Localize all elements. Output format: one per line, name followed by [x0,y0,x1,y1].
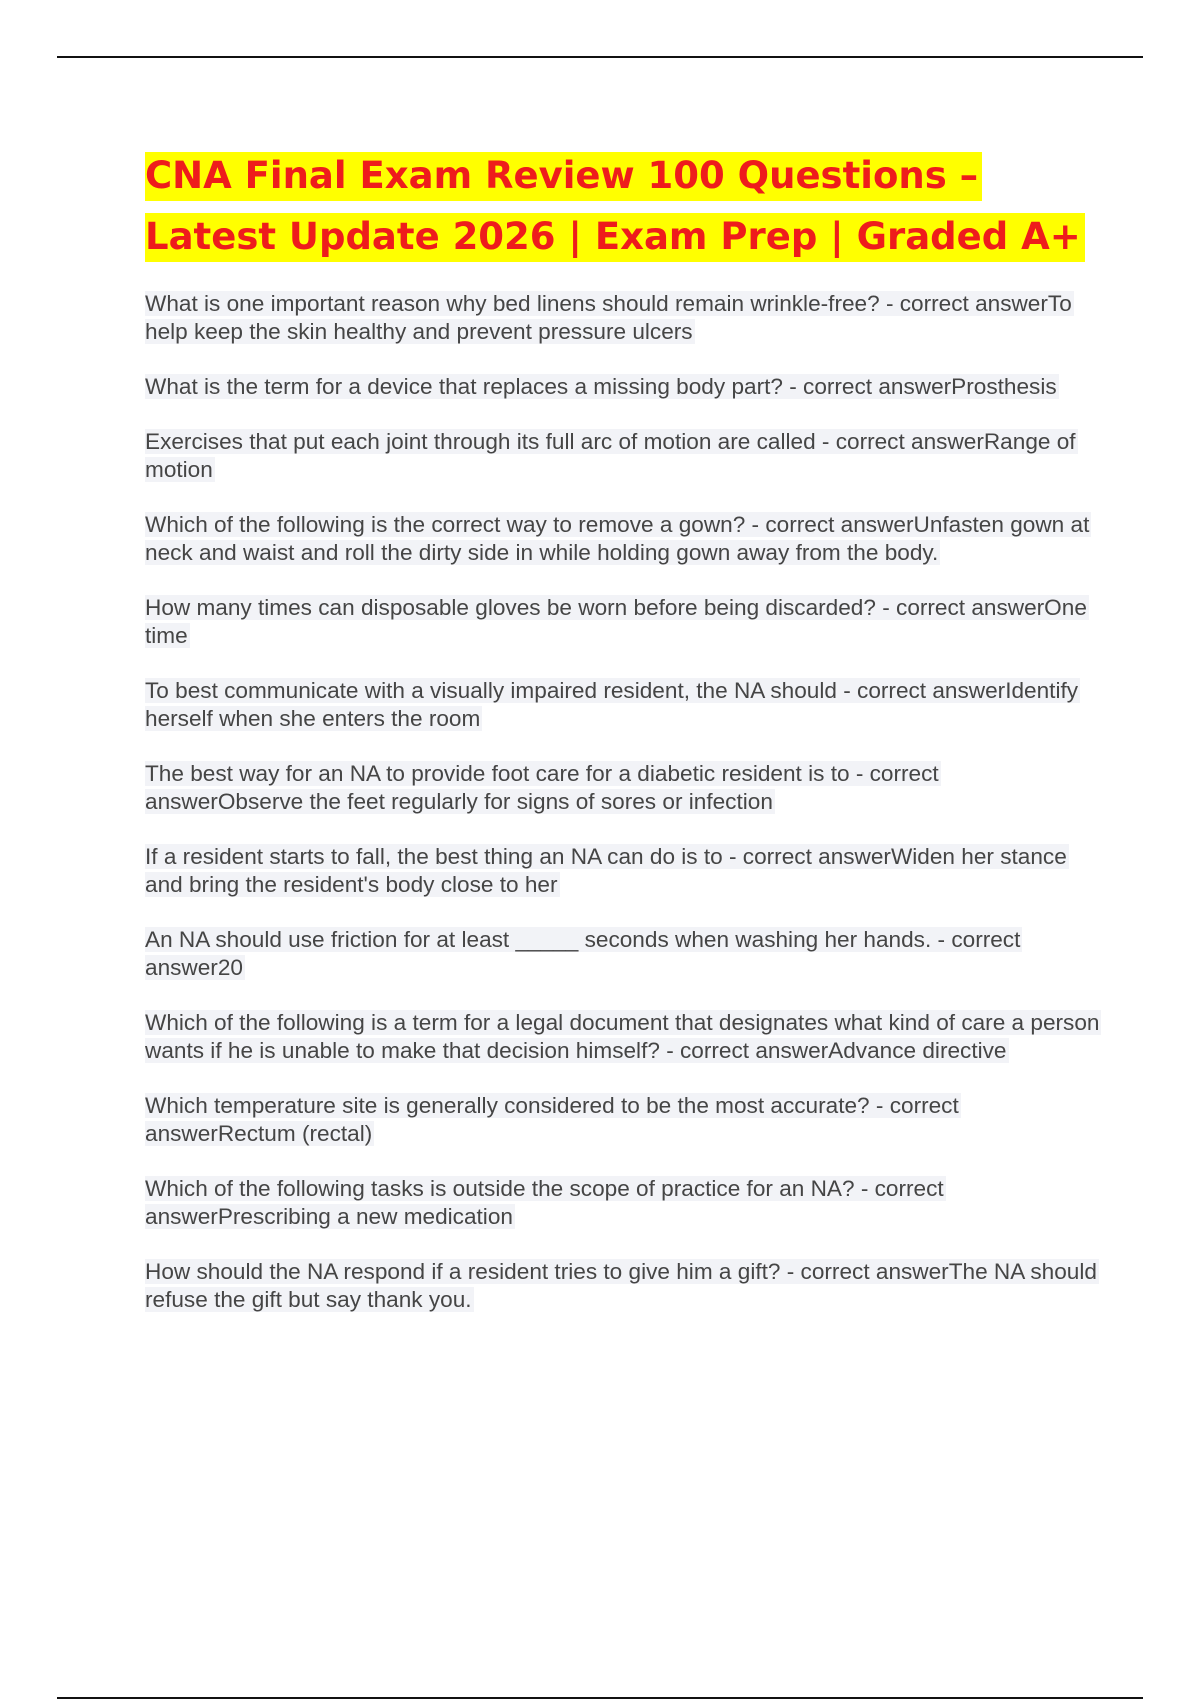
title-highlight: CNA Final Exam Review 100 Questions – Latest Update 2026 | Exam Prep | Graded A+ [145,152,1085,262]
qa-text: The best way for an NA to provide foot care for a diabetic resident is to - correct answerObserve the feet regularly for signs of sores or infection [145,761,939,814]
bottom-rule [57,1697,1143,1699]
qa-text: Which of the following is a term for a legal document that designates what kind of care a person wants if he is unable to make that decision himself? - correct answerAdvance directive [145,1010,1100,1063]
qa-text: How many times can disposable gloves be worn before being discarded? - correct answerOne time [145,595,1087,648]
qa-item [145,843,1100,899]
top-rule [57,56,1143,58]
qa-item [145,511,1100,567]
qa-item [145,1009,1100,1065]
qa-item [145,1092,1100,1148]
qa-item [145,677,1100,733]
qa-item [145,1175,1100,1231]
qa-text: How should the NA respond if a resident tries to give him a gift? - correct answerThe NA should refuse the gift but say thank you. [145,1259,1097,1312]
qa-text: Which temperature site is generally considered to be the most accurate? - correct answerRectum (rectal) [145,1093,959,1146]
qa-text: To best communicate with a visually impaired resident, the NA should - correct answerIdentify herself when she enters the room [145,678,1079,731]
qa-text: What is one important reason why bed linens should remain wrinkle-free? - correct answerTo help keep the skin healthy and prevent pressure ulcers [145,291,1072,344]
qa-text: What is the term for a device that replaces a missing body part? - correct answerProsthesis [145,374,1057,399]
qa-item [145,1258,1100,1314]
qa-text: Exercises that put each joint through its full arc of motion are called - correct answerRange of motion [145,429,1076,482]
qa-item [145,428,1100,484]
qa-text: An NA should use friction for at least _____ seconds when washing her hands. - correct answer20 [145,927,1021,980]
qa-list [145,290,1100,1341]
page-title [145,145,1105,267]
qa-item [145,290,1100,346]
qa-item [145,594,1100,650]
qa-item [145,760,1100,816]
qa-item [145,373,1100,401]
qa-text: Which of the following is the correct way to remove a gown? - correct answerUnfasten gown at neck and waist and roll the dirty side in while holding gown away from the body. [145,512,1090,565]
qa-text: If a resident starts to fall, the best thing an NA can do is to - correct answerWiden her stance and bring the resident's body close to her [145,844,1067,897]
qa-text: Which of the following tasks is outside the scope of practice for an NA? - correct answerPrescribing a new medication [145,1176,944,1229]
qa-item [145,926,1100,982]
